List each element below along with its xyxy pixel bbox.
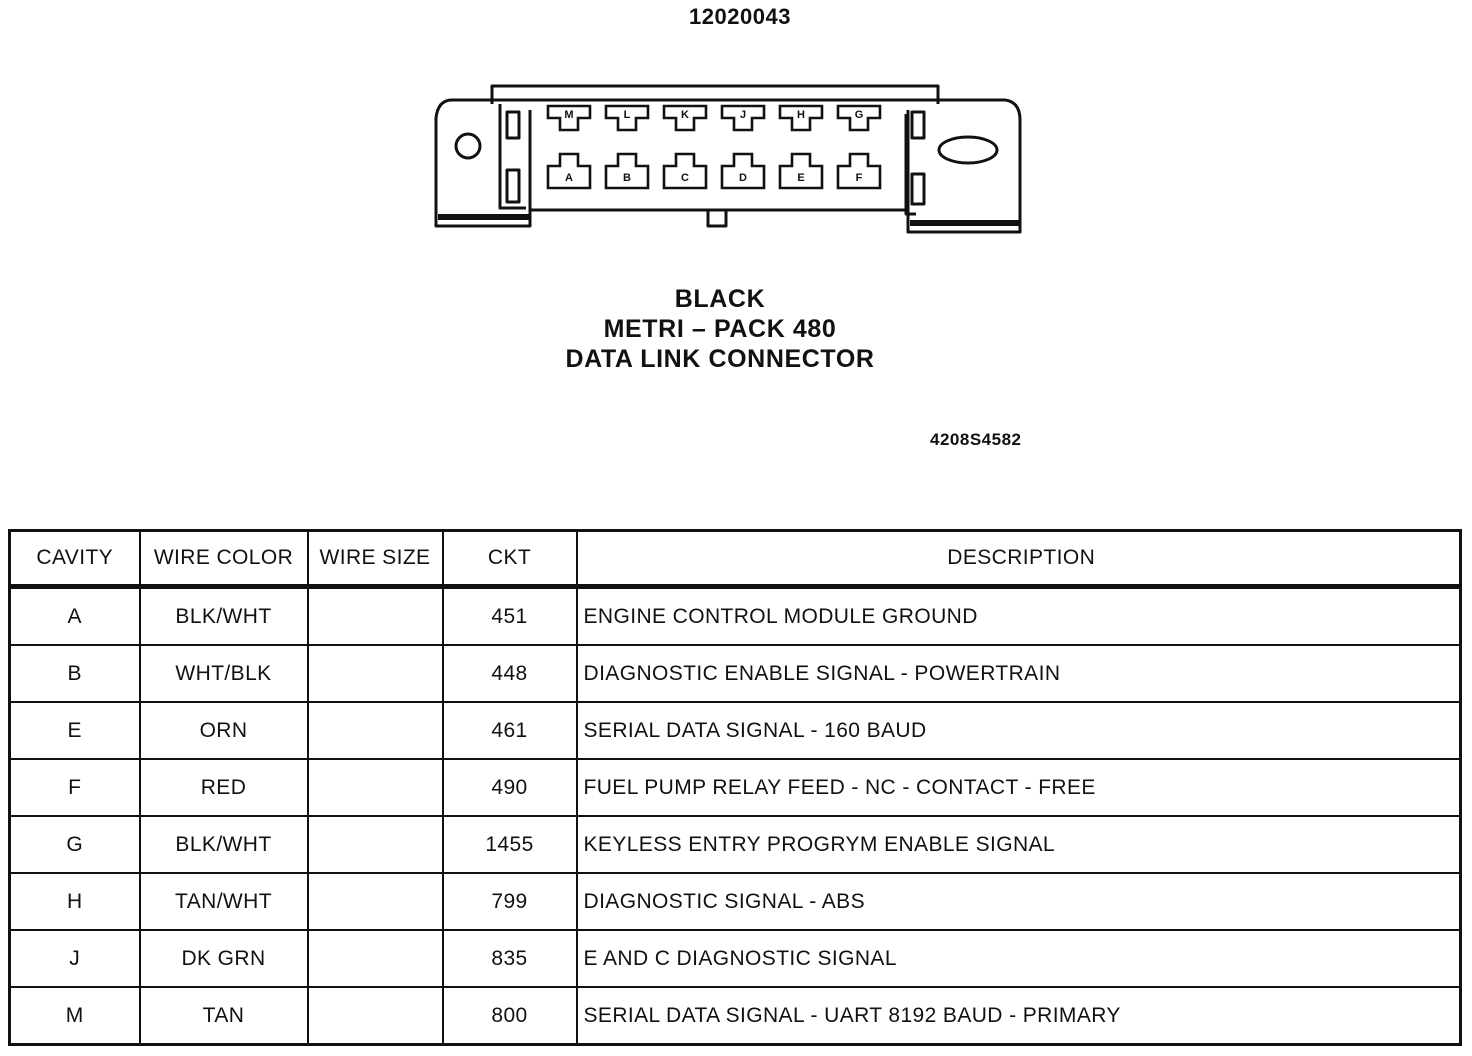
cell-cavity: G	[10, 816, 140, 873]
cell-wire-size	[308, 702, 443, 759]
cell-wire-size	[308, 645, 443, 702]
cavity-label-j: J	[739, 109, 747, 121]
cell-description: KEYLESS ENTRY PROGRYM ENABLE SIGNAL	[577, 816, 1461, 873]
cell-description: SERIAL DATA SIGNAL - UART 8192 BAUD - PRIMARY	[577, 987, 1461, 1045]
cavity-label-e: E	[797, 172, 805, 184]
cavity-label-c: C	[681, 172, 689, 184]
cell-description: ENGINE CONTROL MODULE GROUND	[577, 587, 1461, 646]
cell-cavity: E	[10, 702, 140, 759]
connector-diagram	[430, 80, 1030, 240]
cell-ckt: 1455	[443, 816, 577, 873]
cavity-label-l: L	[623, 109, 631, 121]
cavity-label-a: A	[565, 172, 573, 184]
header-ckt: CKT	[443, 531, 577, 587]
header-wire-size: WIRE SIZE	[308, 531, 443, 587]
cell-ckt: 451	[443, 587, 577, 646]
table-row	[10, 987, 1461, 1045]
table-row	[10, 930, 1461, 987]
cell-ckt: 448	[443, 645, 577, 702]
header-description: DESCRIPTION	[577, 531, 1461, 587]
cell-wire-size	[308, 816, 443, 873]
table-row	[10, 816, 1461, 873]
cell-cavity: F	[10, 759, 140, 816]
cavity-label-d: D	[739, 172, 747, 184]
cell-wire-size	[308, 930, 443, 987]
table-row	[10, 702, 1461, 759]
table-row	[10, 587, 1461, 646]
table-row	[10, 645, 1461, 702]
cell-description: SERIAL DATA SIGNAL - 160 BAUD	[577, 702, 1461, 759]
cell-description: E AND C DIAGNOSTIC SIGNAL	[577, 930, 1461, 987]
cell-cavity: H	[10, 873, 140, 930]
connector-series: METRI – PACK 480	[603, 315, 837, 343]
connector-name: DATA LINK CONNECTOR	[565, 345, 875, 373]
cell-wire-color: WHT/BLK	[140, 645, 308, 702]
cavity-label-g: G	[854, 109, 864, 121]
cavity-label-f: F	[855, 172, 863, 184]
connector-title	[520, 284, 920, 374]
cavity-label-m: M	[564, 109, 574, 121]
cell-ckt: 835	[443, 930, 577, 987]
cell-ckt: 800	[443, 987, 577, 1045]
header-wire-color: WIRE COLOR	[140, 531, 308, 587]
cell-cavity: A	[10, 587, 140, 646]
header-cavity: CAVITY	[10, 531, 140, 587]
table-header-row	[10, 531, 1461, 587]
cell-wire-size	[308, 759, 443, 816]
cell-wire-color: RED	[140, 759, 308, 816]
cell-description: FUEL PUMP RELAY FEED - NC - CONTACT - FREE	[577, 759, 1461, 816]
cell-cavity: J	[10, 930, 140, 987]
cavity-label-k: K	[681, 109, 689, 121]
cell-wire-color: TAN/WHT	[140, 873, 308, 930]
cell-wire-color: BLK/WHT	[140, 587, 308, 646]
reference-code: 4208S4582	[930, 430, 1022, 449]
cell-wire-color: DK GRN	[140, 930, 308, 987]
cell-cavity: M	[10, 987, 140, 1045]
cell-wire-size	[308, 873, 443, 930]
cavity-label-h: H	[797, 109, 805, 121]
connector-color: BLACK	[674, 285, 766, 313]
cell-ckt: 461	[443, 702, 577, 759]
cell-wire-size	[308, 987, 443, 1045]
cell-wire-color: ORN	[140, 702, 308, 759]
table-row	[10, 873, 1461, 930]
cell-cavity: B	[10, 645, 140, 702]
part-number: 12020043	[689, 4, 791, 29]
pinout-table	[8, 529, 1462, 1046]
cell-wire-size	[308, 587, 443, 646]
cell-wire-color: TAN	[140, 987, 308, 1045]
cell-ckt: 490	[443, 759, 577, 816]
table-row	[10, 759, 1461, 816]
cell-description: DIAGNOSTIC SIGNAL - ABS	[577, 873, 1461, 930]
cell-description: DIAGNOSTIC ENABLE SIGNAL - POWERTRAIN	[577, 645, 1461, 702]
cavity-label-b: B	[623, 172, 631, 184]
cell-ckt: 799	[443, 873, 577, 930]
cell-wire-color: BLK/WHT	[140, 816, 308, 873]
